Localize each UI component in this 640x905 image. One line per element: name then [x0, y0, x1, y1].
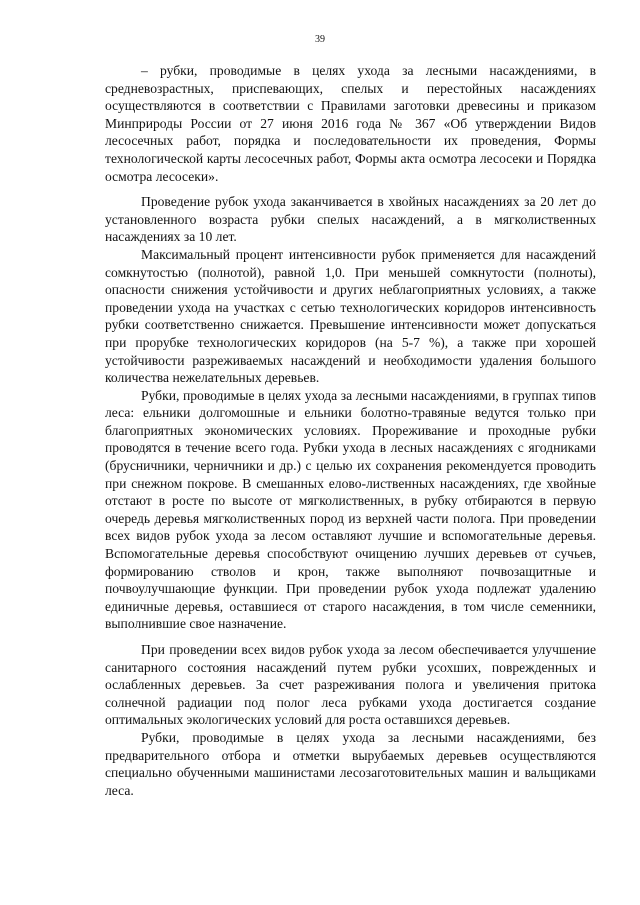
page-number: 39	[315, 34, 325, 45]
paragraph-completion-age: Проведение рубок ухода заканчивается в хвойных насаждениях за 20 лет до установленного возраста рубки спелых насаждений, а в мягколиственных насаждениях за 10 лет.	[105, 194, 596, 245]
paragraph-forest-types: Рубки, проводимые в целях ухода за лесными насаждениями, в группах типов леса: ельники долгомошные и ельники болотно-травяные ведутся только при благоприятных экономических условиях. Прореживание и проходные рубки проводятся в течение всего года. Рубки ухода в лесных насаждениях с ягодниками (брусничники, черничники и др.) с целью их сохранения рекомендуется проводить при снежном покрове. В смешанных елово-лиственных насаждениях, где хвойные отстают в росте по высоте от мягколиственных, в рубку отбираются в первую очередь деревья мягколиственных пород из верхней части полога. При проведении всех видов рубок ухода за лесом оставляют лучшие и вспомогательные деревья. Вспомогательные деревья способствуют очищению лучших деревьев от сучьев, формированию стволов и крон, также выполняют почвозащитные и почвоулучшающие функции. При проведении рубок ухода подлежат удалению единичные деревья, оставшиеся от старого насаждения, в том числе семенники, выполнившие свое назначение.	[105, 387, 596, 632]
document-body	[105, 62, 596, 799]
paragraph-sanitary-condition: При проведении всех видов рубок ухода за лесом обеспечивается улучшение санитарного состояния насаждений путем рубки усохших, поврежденных и ослабленных деревьев. За счет разреживания полога и увеличения притока солнечной радиации под полог леса рубками ухода достигается создание оптимальных экологических условий для роста оставшихся деревьев.	[105, 642, 596, 728]
paragraph-trained-operators: Рубки, проводимые в целях ухода за лесными насаждениями, без предварительного отбора и отметки вырубаемых деревьев осуществляются специально обученными машинистами лесозаготовительных машин и вальщиками леса.	[105, 729, 596, 798]
paragraph-logging-rules: – рубки, проводимые в целях ухода за лесными насаждениями, в средневозрастных, приспевающих, спелых и перестойных насаждениях осуществляются в соответствии с Правилами заготовки древесины и приказом Минприроды России от 27 июня 2016 года № 367 «Об утверждении Видов лесосечных работ, порядка и последовательности их проведения, Формы технологической карты лесосечных работ, Формы акта осмотра лесосеки и Порядка осмотра лесосеки».	[105, 63, 596, 184]
paragraph-intensity: Максимальный процент интенсивности рубок применяется для насаждений сомкнутостью (полнотой), равной 1,0. При меньшей сомкнутости (полноты), опасности снижения устойчивости и других неблагоприятных условиях, а также проведении ухода на участках с сетью технологических коридоров интенсивность рубки соответственно снижается. Превышение интенсивности может допускаться при прорубке технологических коридоров (на 5-7 %), а также при хорошей устойчивости разреживаемых насаждений и необходимости удаления большого количества нежелательных деревьев.	[105, 246, 596, 386]
